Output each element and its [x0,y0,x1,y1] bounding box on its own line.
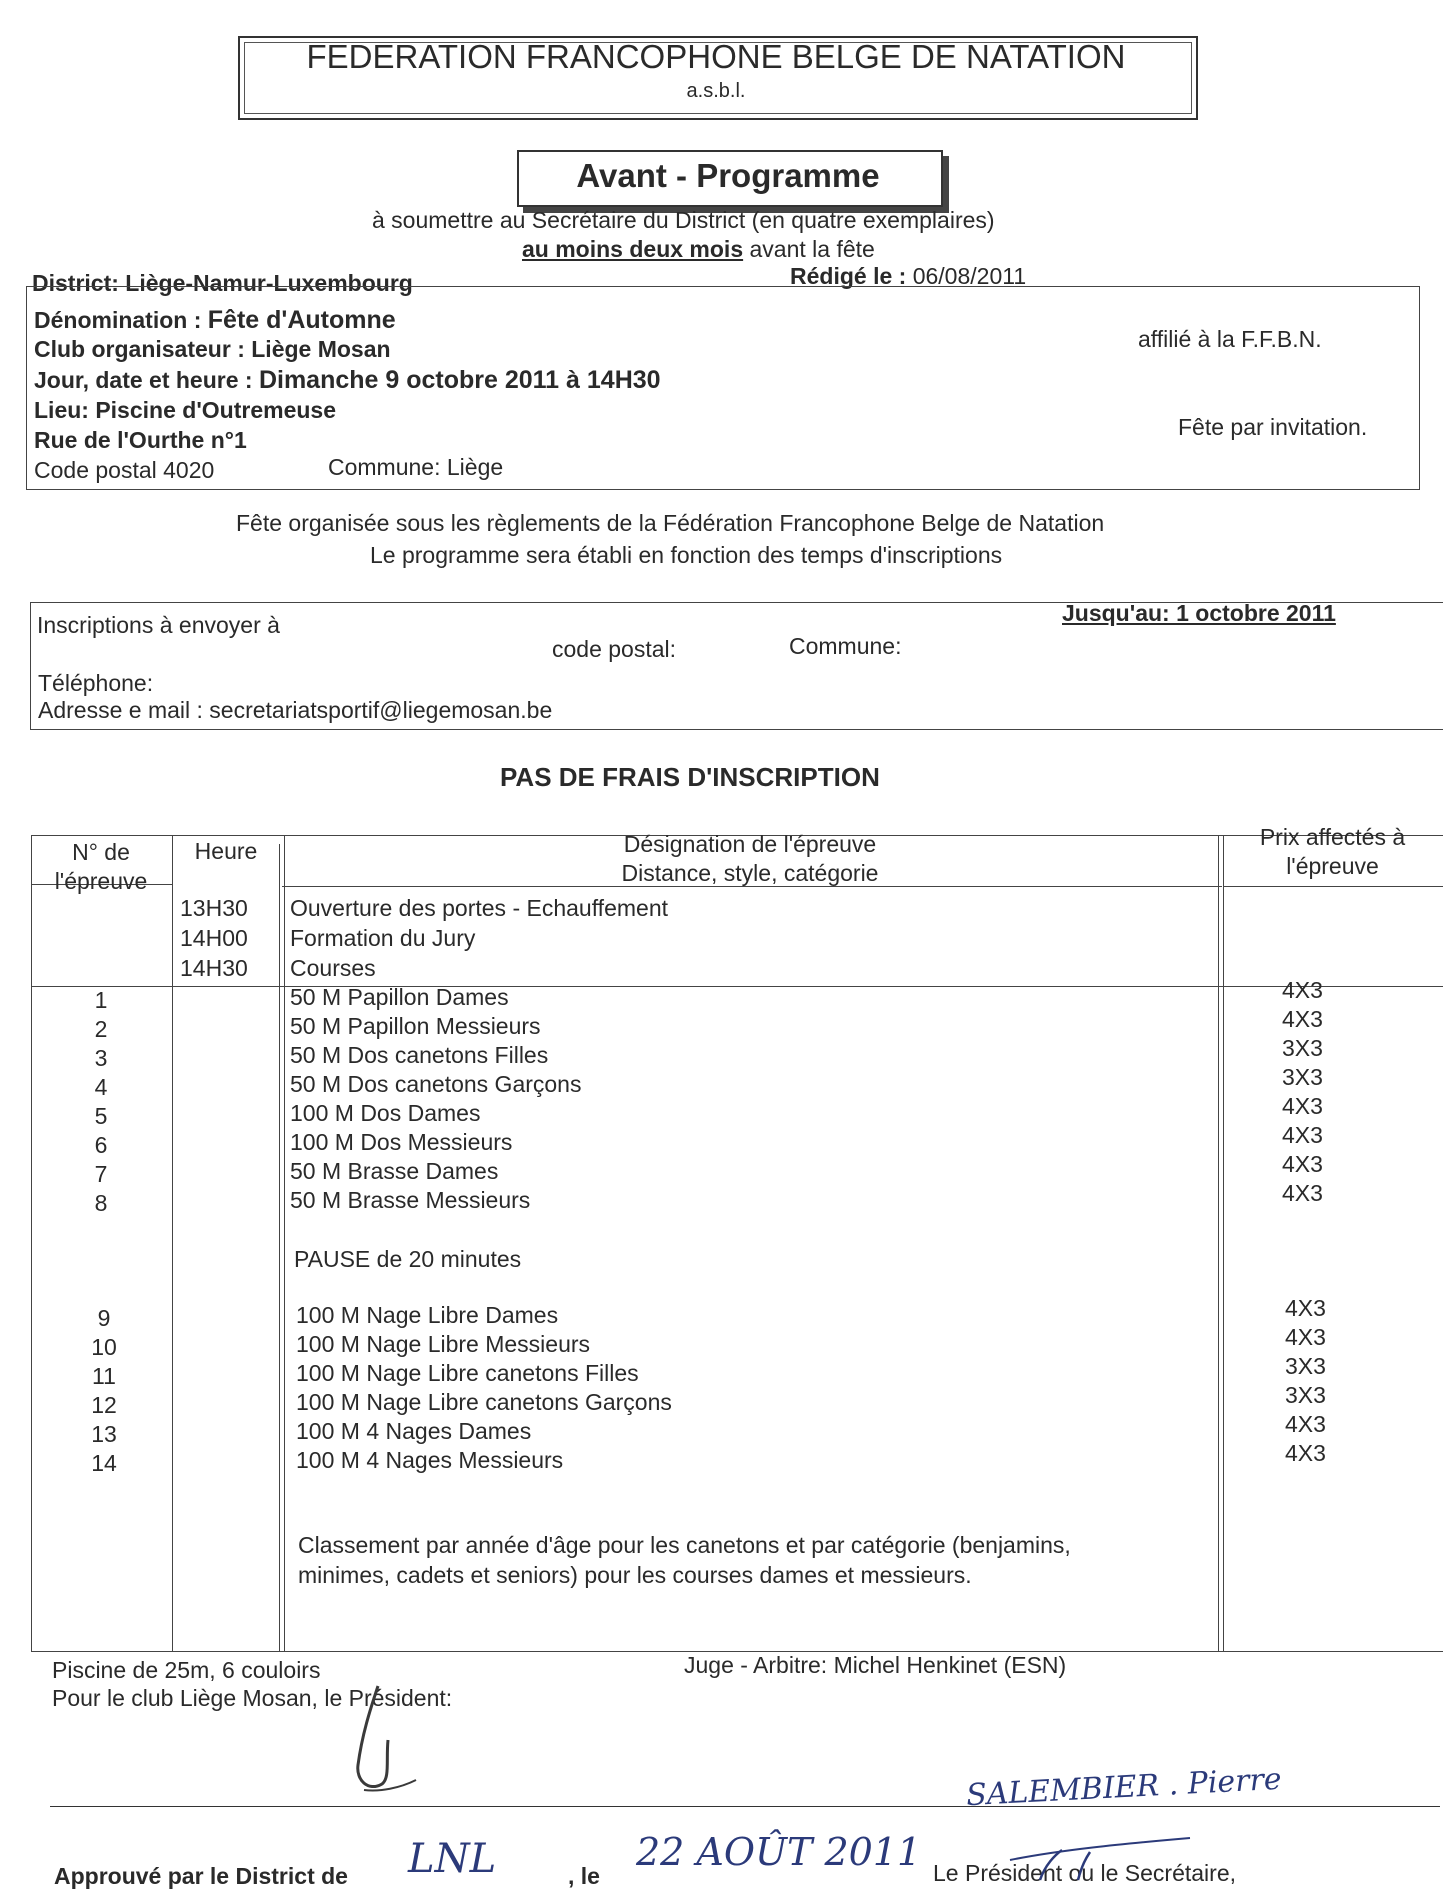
col-header-designation-1: Désignation de l'épreuve [623,831,877,857]
approval-date-label: , le [568,1863,600,1889]
event-prize: 4X3 [1282,1180,1323,1206]
col-header-prix-2: l'épreuve [1286,853,1379,879]
denomination-label: Dénomination : [34,307,202,333]
event-prize: 4X3 [1282,1093,1323,1119]
lieu-row: Lieu: Piscine d'Outremeuse [34,397,336,423]
approval-date-handwritten: 22 AOÛT 2011 [636,1830,922,1874]
piscine-info: Piscine de 25m, 6 couloirs [52,1657,321,1683]
no-fees-heading: PAS DE FRAIS D'INSCRIPTION [500,762,880,792]
event-number: 4 [94,1074,108,1100]
club-row [34,336,391,363]
denomination-value: Fête d'Automne [207,306,396,334]
code-postal-row: Code postal 4020 [34,457,215,483]
event-prize: 4X3 [1282,1151,1323,1177]
commune-row: Commune: Liège [328,454,504,480]
event-prize: 4X3 [1285,1295,1326,1321]
event-prize: 4X3 [1285,1411,1326,1437]
redige-label: Rédigé le : [790,263,907,289]
event-description: 50 M Brasse Messieurs [290,1187,531,1213]
approval-signature [1000,1830,1200,1883]
event-number: 13 [91,1421,117,1447]
schedule-row [180,925,476,952]
classement-note-2: minimes, cadets et seniors) pour les courses dames et messieurs. [298,1562,972,1588]
col-header-num-1: N° de [72,839,130,865]
event-number: 3 [94,1045,108,1071]
approval-signatory-name: SALEMBIER . Pierre [965,1761,1283,1814]
event-prize: 4X3 [1282,977,1323,1003]
redige-date: 06/08/2011 [912,263,1027,289]
club-president-line: Pour le club Liège Mosan, le Président: [52,1685,453,1711]
event-description: 100 M Nage Libre Dames [296,1302,559,1328]
schedule-row [180,955,376,982]
district-line: District: Liège-Namur-Luxembourg [32,270,413,296]
event-number: 11 [92,1363,116,1389]
col-header-designation-2: Distance, style, catégorie [621,860,879,886]
classement-note-1: Classement par année d'âge pour les canetons et par catégorie (benjamins, [298,1532,1071,1558]
affilie-text: affilié à la F.F.B.N. [1138,326,1322,352]
col-header-num [31,838,171,896]
club-label: Club organisateur : [34,336,245,362]
event-description: 50 M Dos canetons Filles [290,1042,549,1068]
event-description: 100 M Dos Messieurs [290,1129,513,1155]
date-value: Dimanche 9 octobre 2011 à 14H30 [258,366,661,394]
approval-label: Approuvé par le District de [54,1863,348,1889]
event-description: 100 M 4 Nages Dames [296,1418,532,1444]
rules-line-2: Le programme sera établi en fonction des temps d'inscriptions [370,542,1003,568]
schedule-time: 14H30 [180,955,248,981]
denomination-row [34,306,396,335]
rules-line-1: Fête organisée sous les règlements de la Fédération Francophone Belge de Natation [236,510,1105,536]
schedule-time: 13H30 [180,895,248,921]
deadline-rest: avant la fête [749,236,875,262]
event-description: 50 M Brasse Dames [290,1158,499,1184]
approval-separator [50,1806,1440,1807]
schedule-desc: Ouverture des portes - Echauffement [290,895,668,921]
inscriptions-commune: Commune: [789,633,902,659]
schedule-time: 14H00 [180,925,248,951]
event-number: 6 [94,1132,108,1158]
schedule-desc: Courses [290,955,376,981]
event-number: 9 [97,1305,111,1331]
event-description: 50 M Papillon Dames [290,984,509,1010]
event-description: 50 M Dos canetons Garçons [290,1071,582,1097]
invitation-text: Fête par invitation. [1178,414,1368,440]
rue-row: Rue de l'Ourthe n°1 [34,427,247,453]
club-value: Liège Mosan [251,336,391,362]
event-prize: 3X3 [1282,1035,1323,1061]
event-number: 7 [94,1161,108,1187]
col-header-designation [283,830,1217,888]
event-description: 100 M Nage Libre Messieurs [296,1331,591,1357]
event-prize: 4X3 [1282,1006,1323,1032]
event-description: 100 M Nage Libre canetons Garçons [296,1389,672,1415]
event-description: 100 M 4 Nages Messieurs [296,1447,564,1473]
event-description: 50 M Papillon Messieurs [290,1013,541,1039]
event-prize: 3X3 [1282,1064,1323,1090]
col-header-num-2: l'épreuve [54,868,148,894]
event-prize: 4X3 [1285,1324,1326,1350]
event-number: 14 [91,1450,117,1476]
event-prize: 4X3 [1285,1440,1326,1466]
schedule-row [180,895,668,922]
col-header-prix [1222,823,1443,881]
event-number: 1 [94,987,108,1013]
asbl-label: a.s.b.l. [686,80,746,102]
col-header-heure: Heure [194,838,258,864]
club-president-signature [320,1680,430,1800]
event-number: 5 [94,1103,108,1129]
event-prize: 3X3 [1285,1353,1326,1379]
approval-president-label: Le Président ou le Secrétaire, [933,1860,1237,1886]
submit-deadline [522,236,875,263]
event-number: 10 [91,1334,117,1360]
inscriptions-label: Inscriptions à envoyer à [37,612,280,638]
federation-name: FEDERATION FRANCOPHONE BELGE DE NATATION [306,38,1126,75]
event-prize: 3X3 [1285,1382,1326,1408]
event-number: 12 [91,1392,117,1418]
telephone-label: Téléphone: [38,670,154,696]
inscriptions-code-postal: code postal: [552,636,677,662]
date-label: Jour, date et heure : [34,367,253,393]
page-title: Avant - Programme [576,157,880,194]
submit-instructions: à soumettre au Secrétaire du District (en quatre exemplaires) [372,207,995,233]
event-number: 8 [94,1190,108,1216]
pause-row: PAUSE de 20 minutes [294,1246,522,1272]
approval-district-handwritten: LNL [408,1836,497,1882]
col-header-prix-1: Prix affectés à [1259,824,1406,850]
event-description: 100 M Nage Libre canetons Filles [296,1360,639,1386]
schedule-desc: Formation du Jury [290,925,476,951]
juge-arbitre: Juge - Arbitre: Michel Henkinet (ESN) [684,1652,1067,1678]
event-prize: 4X3 [1282,1122,1323,1148]
email-line: Adresse e mail : secretariatsportif@liegemosan.be [38,697,553,723]
deadline-underlined: au moins deux mois [522,236,744,262]
deadline-date: Jusqu'au: 1 octobre 2011 [1062,600,1336,626]
event-description: 100 M Dos Dames [290,1100,481,1126]
event-number: 2 [94,1016,108,1042]
date-row [34,366,661,395]
